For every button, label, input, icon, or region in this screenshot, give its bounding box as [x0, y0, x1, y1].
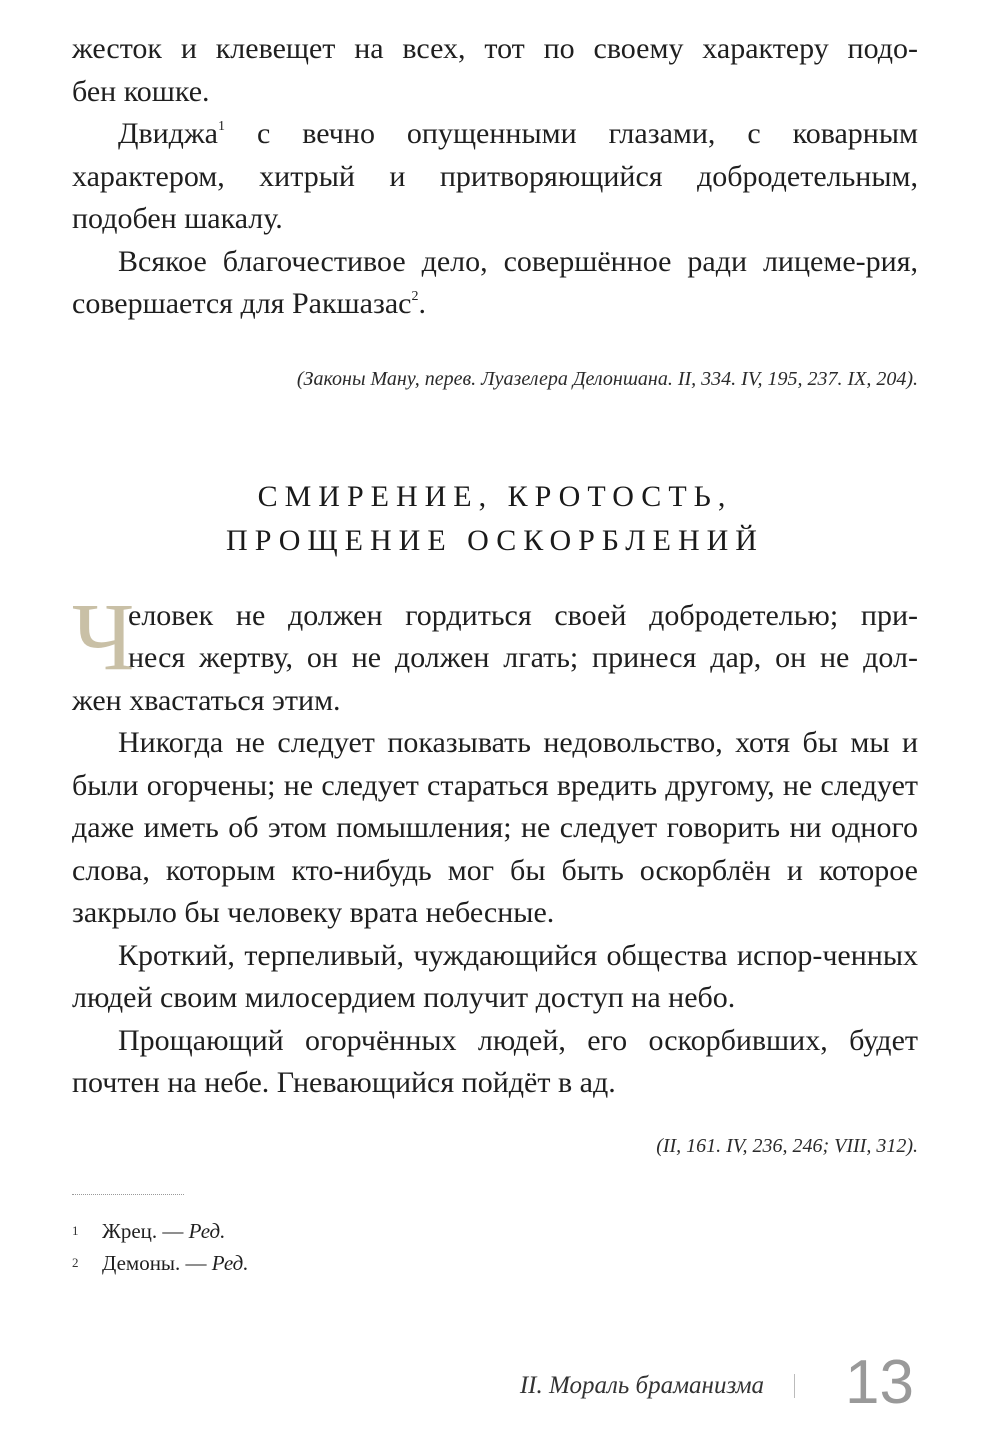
footnote-text: [102, 1247, 249, 1279]
paragraph-text: Всякое благочестивое дело, совершённое ради лицеме-рия, совершается для Ракшазас: [72, 244, 918, 320]
dropcap-paragraph: [72, 582, 918, 723]
footnote-body: Жрец. —: [102, 1218, 189, 1243]
footnote-divider: [72, 1194, 184, 1195]
footnote-number: 2: [72, 1254, 79, 1270]
page-number: 13: [845, 1348, 914, 1417]
paragraph-line: еловек не должен гордиться своей добродетелью; при-: [128, 598, 918, 632]
footnote-ref-1[interactable]: 1: [218, 119, 225, 134]
paragraph-text: с вечно опущенными глазами, с коварным характером, хитрый и притворяющийся добродетельным, подобен шакалу.: [72, 117, 918, 235]
footnote-ref-2[interactable]: 2: [411, 289, 419, 304]
paragraph-hypocrisy: [72, 241, 918, 326]
page-footer: [519, 1348, 914, 1417]
drop-cap-letter: Ч: [72, 582, 135, 690]
footnote-body: Демоны. —: [102, 1250, 212, 1275]
paragraph: Кроткий, терпеливый, чуждающийся общества испор-ченных людей своим милосердием получит доступ на небо.: [72, 938, 918, 1014]
paragraph-line: бен кошке.: [72, 74, 210, 108]
paragraph-line: жесток и клевещет на всех, тот по своему характеру подо-: [72, 32, 918, 65]
heading-line-1: СМИРЕНИЕ, КРОТОСТЬ,: [257, 479, 733, 513]
page-content: [72, 28, 918, 1279]
paragraph-text: Двиджа: [118, 117, 218, 150]
source-citation: (Законы Ману, перев. Луазелера Делоншана. II, 334. IV, 195, 237. IX, 204).: [296, 367, 918, 390]
paragraph-dvija: [72, 113, 918, 241]
paragraph: Никогда не следует показывать недовольство, хотя бы мы и были огорчены; не следует стараться вредить другому, не следует даже иметь об этом помышления; не следует говорить ни одного слова, которым кто-нибудь мог бы быть оскорблён и которое закрыло бы человеку врата небесные.: [72, 726, 918, 929]
paragraph: Прощающий огорчённых людей, его оскорбивших, будет почтен на небе. Гневающийся пойдёт в ад.: [72, 1023, 918, 1099]
paragraph-text: .: [418, 287, 426, 320]
footnote: [72, 1215, 918, 1247]
paragraph-line: неся жертву, он не должен лгать; принеся дар, он не дол-: [128, 641, 918, 674]
footnote: [72, 1247, 918, 1279]
running-title: II. Мораль браманизма: [519, 1372, 765, 1399]
footnote-text: [102, 1215, 225, 1247]
footnote-editor: Ред.: [188, 1218, 226, 1243]
footnote-editor: Ред.: [211, 1250, 249, 1275]
footnote-number: 1: [72, 1222, 79, 1238]
dropcap-text: [72, 582, 918, 723]
paragraph-line: жен хвастаться этим.: [72, 683, 341, 717]
footer-divider: [794, 1374, 795, 1398]
heading-line-2: ПРОЩЕНИЕ ОСКОРБЛЕНИЙ: [226, 523, 764, 557]
section-heading: [72, 475, 918, 563]
paragraph-cat: [72, 28, 918, 113]
footnotes: [72, 1215, 918, 1279]
source-citation: (II, 161. IV, 236, 246; VIII, 312).: [656, 1134, 918, 1157]
